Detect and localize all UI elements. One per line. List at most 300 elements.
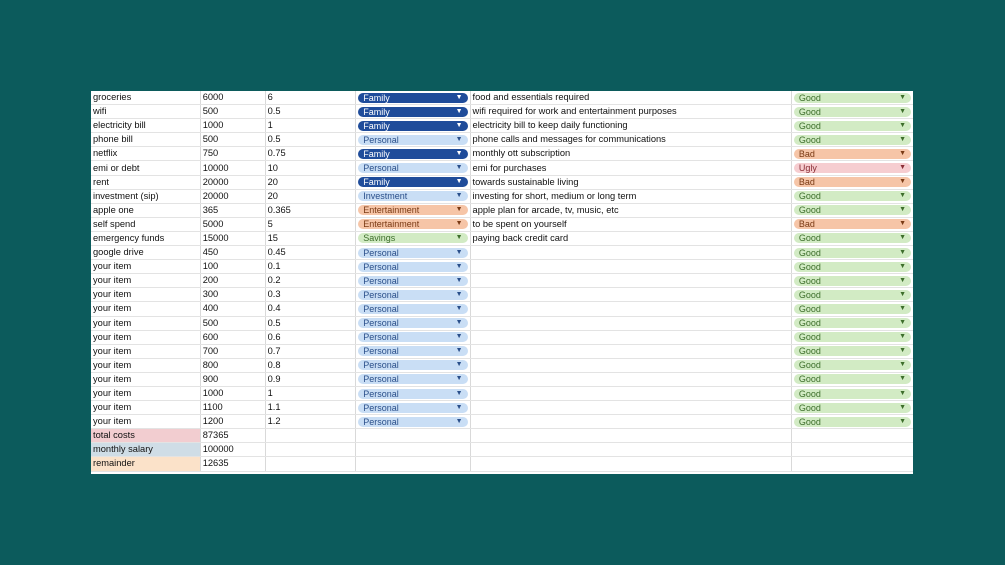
category-dropdown[interactable] <box>358 374 467 384</box>
status-dropdown-label: Good <box>798 205 821 216</box>
status-dropdown[interactable] <box>794 248 911 258</box>
chevron-down-icon[interactable]: ▼ <box>899 403 906 411</box>
category-dropdown[interactable] <box>358 107 467 117</box>
item-name-cell[interactable]: self spend <box>91 217 200 231</box>
table-row <box>91 316 913 330</box>
chevron-down-icon[interactable]: ▼ <box>899 234 906 242</box>
category-dropdown[interactable] <box>358 318 467 328</box>
status-dropdown-label: Good <box>798 346 821 357</box>
note-cell[interactable]: electricity bill to keep daily functioning <box>470 119 791 133</box>
share-cell[interactable]: 0.1 <box>265 260 356 274</box>
status-dropdown-label: Good <box>798 289 821 300</box>
share-cell[interactable]: 0.7 <box>265 344 356 358</box>
chevron-down-icon[interactable]: ▼ <box>899 206 906 214</box>
table-row <box>91 133 913 147</box>
item-name-cell[interactable]: phone bill <box>91 133 200 147</box>
status-cell[interactable] <box>791 401 913 415</box>
category-dropdown[interactable] <box>358 417 467 427</box>
item-name-cell[interactable]: your item <box>91 288 200 302</box>
status-cell[interactable] <box>791 119 913 133</box>
category-dropdown[interactable] <box>358 135 467 145</box>
table-row <box>91 372 913 386</box>
category-dropdown[interactable] <box>358 389 467 399</box>
status-cell[interactable] <box>791 133 913 147</box>
category-cell[interactable] <box>356 189 470 203</box>
amount-cell[interactable]: 1000 <box>200 119 265 133</box>
chevron-down-icon[interactable]: ▼ <box>899 319 906 327</box>
status-dropdown[interactable] <box>794 163 911 173</box>
note-cell[interactable] <box>470 274 791 288</box>
category-dropdown-label: Family <box>363 106 390 117</box>
category-cell[interactable] <box>356 105 470 119</box>
category-dropdown-label: Personal <box>363 416 399 427</box>
chevron-down-icon[interactable]: ▼ <box>455 262 463 270</box>
status-dropdown[interactable] <box>794 290 911 300</box>
amount-cell[interactable]: 400 <box>200 302 265 316</box>
chevron-down-icon[interactable]: ▼ <box>899 192 906 200</box>
status-dropdown[interactable] <box>794 93 911 103</box>
chevron-down-icon[interactable]: ▼ <box>899 107 906 115</box>
empty-cell[interactable] <box>791 443 913 457</box>
share-cell[interactable]: 1.2 <box>265 415 356 429</box>
status-cell[interactable] <box>791 302 913 316</box>
note-cell[interactable] <box>470 316 791 330</box>
item-name-cell[interactable]: emergency funds <box>91 231 200 245</box>
chevron-down-icon[interactable]: ▼ <box>455 192 463 200</box>
empty-cell[interactable] <box>356 457 470 471</box>
chevron-down-icon[interactable]: ▼ <box>899 220 906 228</box>
status-cell[interactable] <box>791 274 913 288</box>
amount-cell[interactable]: 200 <box>200 274 265 288</box>
note-cell[interactable]: monthly ott subscription <box>470 147 791 161</box>
note-cell[interactable] <box>470 415 791 429</box>
chevron-down-icon[interactable]: ▼ <box>455 304 463 312</box>
chevron-down-icon[interactable]: ▼ <box>455 375 463 383</box>
table-row <box>91 189 913 203</box>
budget-spreadsheet <box>91 91 913 474</box>
category-cell[interactable] <box>356 372 470 386</box>
amount-cell[interactable]: 20000 <box>200 189 265 203</box>
summary-value-cell[interactable]: 12635 <box>200 457 265 471</box>
chevron-down-icon[interactable]: ▼ <box>899 178 906 186</box>
chevron-down-icon[interactable]: ▼ <box>455 403 463 411</box>
category-cell[interactable] <box>356 401 470 415</box>
empty-cell[interactable] <box>470 443 791 457</box>
item-name-cell[interactable]: emi or debt <box>91 161 200 175</box>
chevron-down-icon[interactable]: ▼ <box>455 93 463 101</box>
share-cell[interactable]: 15 <box>265 231 356 245</box>
chevron-down-icon[interactable]: ▼ <box>899 135 906 143</box>
amount-cell[interactable]: 1100 <box>200 401 265 415</box>
category-cell[interactable] <box>356 119 470 133</box>
table-row <box>91 91 913 105</box>
share-cell[interactable]: 0.4 <box>265 302 356 316</box>
status-dropdown[interactable] <box>794 205 911 215</box>
category-cell[interactable] <box>356 330 470 344</box>
empty-cell[interactable] <box>265 429 356 443</box>
category-dropdown[interactable] <box>358 219 467 229</box>
item-name-cell[interactable]: your item <box>91 401 200 415</box>
amount-cell[interactable]: 500 <box>200 105 265 119</box>
chevron-down-icon[interactable]: ▼ <box>899 333 906 341</box>
status-dropdown[interactable] <box>794 346 911 356</box>
table-row <box>91 401 913 415</box>
amount-cell[interactable]: 100 <box>200 260 265 274</box>
status-cell[interactable] <box>791 415 913 429</box>
category-dropdown-label: Entertainment <box>363 219 420 230</box>
category-cell[interactable] <box>356 203 470 217</box>
category-dropdown-label: Personal <box>363 134 399 145</box>
status-dropdown-label: Good <box>798 416 821 427</box>
share-cell[interactable]: 5 <box>265 217 356 231</box>
amount-cell[interactable]: 900 <box>200 372 265 386</box>
item-name-cell[interactable]: groceries <box>91 91 200 105</box>
status-dropdown-label: Good <box>798 374 821 385</box>
amount-cell[interactable]: 6000 <box>200 91 265 105</box>
note-cell[interactable]: to be spent on yourself <box>470 217 791 231</box>
chevron-down-icon[interactable]: ▼ <box>455 107 463 115</box>
share-cell[interactable]: 0.5 <box>265 316 356 330</box>
note-cell[interactable] <box>470 288 791 302</box>
amount-cell[interactable]: 5000 <box>200 217 265 231</box>
empty-cell[interactable] <box>791 429 913 443</box>
chevron-down-icon[interactable]: ▼ <box>899 304 906 312</box>
status-cell[interactable] <box>791 246 913 260</box>
amount-cell[interactable]: 600 <box>200 330 265 344</box>
status-cell[interactable] <box>791 105 913 119</box>
item-name-cell[interactable]: your item <box>91 302 200 316</box>
share-cell[interactable]: 6 <box>265 91 356 105</box>
summary-label-cell[interactable]: remainder <box>91 457 200 471</box>
amount-cell[interactable]: 10000 <box>200 161 265 175</box>
chevron-down-icon[interactable]: ▼ <box>455 319 463 327</box>
summary-label-cell[interactable]: monthly salary <box>91 443 200 457</box>
summary-value-cell[interactable]: 100000 <box>200 443 265 457</box>
category-cell[interactable] <box>356 147 470 161</box>
category-dropdown-label: Family <box>363 148 390 159</box>
share-cell[interactable]: 1.1 <box>265 401 356 415</box>
chevron-down-icon[interactable]: ▼ <box>455 276 463 284</box>
status-dropdown[interactable] <box>794 149 911 159</box>
amount-cell[interactable]: 365 <box>200 203 265 217</box>
status-cell[interactable] <box>791 161 913 175</box>
item-name-cell[interactable]: your item <box>91 274 200 288</box>
category-cell[interactable] <box>356 91 470 105</box>
summary-row <box>91 429 913 443</box>
note-cell[interactable] <box>470 260 791 274</box>
category-dropdown[interactable] <box>358 403 467 413</box>
amount-cell[interactable]: 450 <box>200 246 265 260</box>
status-cell[interactable] <box>791 175 913 189</box>
status-cell[interactable] <box>791 231 913 245</box>
chevron-down-icon[interactable]: ▼ <box>455 135 463 143</box>
chevron-down-icon[interactable]: ▼ <box>455 361 463 369</box>
status-dropdown-label: Good <box>798 120 821 131</box>
category-dropdown[interactable] <box>358 121 467 131</box>
note-cell[interactable] <box>470 344 791 358</box>
chevron-down-icon[interactable]: ▼ <box>899 164 906 172</box>
status-dropdown[interactable] <box>794 304 911 314</box>
category-dropdown[interactable] <box>358 290 467 300</box>
category-cell[interactable] <box>356 231 470 245</box>
chevron-down-icon[interactable]: ▼ <box>899 417 906 425</box>
category-dropdown-label: Personal <box>363 360 399 371</box>
category-dropdown[interactable] <box>358 177 467 187</box>
status-dropdown[interactable] <box>794 233 911 243</box>
note-cell[interactable] <box>470 302 791 316</box>
status-cell[interactable] <box>791 203 913 217</box>
category-cell[interactable] <box>356 316 470 330</box>
amount-cell[interactable]: 15000 <box>200 231 265 245</box>
item-name-cell[interactable]: your item <box>91 358 200 372</box>
category-cell[interactable] <box>356 260 470 274</box>
note-cell[interactable] <box>470 386 791 400</box>
item-name-cell[interactable]: wifi <box>91 105 200 119</box>
status-dropdown[interactable] <box>794 177 911 187</box>
category-dropdown[interactable] <box>358 262 467 272</box>
status-dropdown[interactable] <box>794 135 911 145</box>
category-dropdown[interactable] <box>358 276 467 286</box>
empty-cell[interactable] <box>265 457 356 471</box>
note-cell[interactable] <box>470 330 791 344</box>
status-cell[interactable] <box>791 217 913 231</box>
status-dropdown[interactable] <box>794 374 911 384</box>
amount-cell[interactable]: 300 <box>200 288 265 302</box>
status-dropdown-label: Good <box>798 402 821 413</box>
note-cell[interactable]: apple plan for arcade, tv, music, etc <box>470 203 791 217</box>
chevron-down-icon[interactable]: ▼ <box>455 347 463 355</box>
chevron-down-icon[interactable]: ▼ <box>899 361 906 369</box>
status-cell[interactable] <box>791 91 913 105</box>
share-cell[interactable]: 0.8 <box>265 358 356 372</box>
item-name-cell[interactable]: your item <box>91 386 200 400</box>
amount-cell[interactable]: 1000 <box>200 386 265 400</box>
status-cell[interactable] <box>791 372 913 386</box>
chevron-down-icon[interactable]: ▼ <box>455 248 463 256</box>
status-dropdown[interactable] <box>794 417 911 427</box>
note-cell[interactable]: emi for purchases <box>470 161 791 175</box>
empty-cell[interactable] <box>356 429 470 443</box>
category-dropdown-label: Personal <box>363 303 399 314</box>
category-dropdown-label: Entertainment <box>363 205 420 216</box>
category-cell[interactable] <box>356 415 470 429</box>
item-name-cell[interactable]: rent <box>91 175 200 189</box>
status-dropdown[interactable] <box>794 107 911 117</box>
category-cell[interactable] <box>356 288 470 302</box>
status-dropdown[interactable] <box>794 219 911 229</box>
status-cell[interactable] <box>791 147 913 161</box>
summary-label-cell[interactable]: total costs <box>91 429 200 443</box>
category-dropdown-label: Family <box>363 92 390 103</box>
empty-cell[interactable] <box>265 443 356 457</box>
category-dropdown[interactable] <box>358 248 467 258</box>
status-dropdown-label: Good <box>798 318 821 329</box>
empty-cell[interactable] <box>791 457 913 471</box>
status-cell[interactable] <box>791 189 913 203</box>
table-row <box>91 274 913 288</box>
item-name-cell[interactable]: your item <box>91 316 200 330</box>
category-dropdown[interactable] <box>358 346 467 356</box>
item-name-cell[interactable]: your item <box>91 372 200 386</box>
status-cell[interactable] <box>791 344 913 358</box>
chevron-down-icon[interactable]: ▼ <box>455 234 463 242</box>
item-name-cell[interactable]: your item <box>91 415 200 429</box>
share-cell[interactable]: 10 <box>265 161 356 175</box>
status-dropdown[interactable] <box>794 276 911 286</box>
chevron-down-icon[interactable]: ▼ <box>455 290 463 298</box>
note-cell[interactable]: phone calls and messages for communications <box>470 133 791 147</box>
status-dropdown[interactable] <box>794 389 911 399</box>
table-row <box>91 386 913 400</box>
category-dropdown[interactable] <box>358 233 467 243</box>
item-name-cell[interactable]: your item <box>91 344 200 358</box>
chevron-down-icon[interactable]: ▼ <box>899 149 906 157</box>
summary-row <box>91 457 913 471</box>
chevron-down-icon[interactable]: ▼ <box>455 220 463 228</box>
chevron-down-icon[interactable]: ▼ <box>899 375 906 383</box>
share-cell[interactable]: 0.75 <box>265 147 356 161</box>
category-dropdown[interactable] <box>358 163 467 173</box>
category-dropdown-label: Personal <box>363 318 399 329</box>
category-dropdown-label: Personal <box>363 346 399 357</box>
chevron-down-icon[interactable]: ▼ <box>899 121 906 129</box>
chevron-down-icon[interactable]: ▼ <box>899 93 906 101</box>
status-cell[interactable] <box>791 288 913 302</box>
category-dropdown[interactable] <box>358 360 467 370</box>
amount-cell[interactable]: 500 <box>200 316 265 330</box>
note-cell[interactable] <box>470 358 791 372</box>
share-cell[interactable]: 0.45 <box>265 246 356 260</box>
status-dropdown-label: Good <box>798 275 821 286</box>
category-cell[interactable] <box>356 246 470 260</box>
status-dropdown[interactable] <box>794 191 911 201</box>
share-cell[interactable]: 0.3 <box>265 288 356 302</box>
item-name-cell[interactable]: google drive <box>91 246 200 260</box>
item-name-cell[interactable]: electricity bill <box>91 119 200 133</box>
category-dropdown[interactable] <box>358 93 467 103</box>
note-cell[interactable]: towards sustainable living <box>470 175 791 189</box>
item-name-cell[interactable]: your item <box>91 260 200 274</box>
share-cell[interactable]: 0.365 <box>265 203 356 217</box>
status-cell[interactable] <box>791 330 913 344</box>
chevron-down-icon[interactable]: ▼ <box>455 164 463 172</box>
note-cell[interactable]: paying back credit card <box>470 231 791 245</box>
status-cell[interactable] <box>791 316 913 330</box>
chevron-down-icon[interactable]: ▼ <box>455 149 463 157</box>
chevron-down-icon[interactable]: ▼ <box>899 248 906 256</box>
amount-cell[interactable]: 1200 <box>200 415 265 429</box>
category-dropdown[interactable] <box>358 332 467 342</box>
chevron-down-icon[interactable]: ▼ <box>455 178 463 186</box>
chevron-down-icon[interactable]: ▼ <box>455 389 463 397</box>
amount-cell[interactable]: 700 <box>200 344 265 358</box>
item-name-cell[interactable]: your item <box>91 330 200 344</box>
table-row <box>91 147 913 161</box>
item-name-cell[interactable]: investment (sip) <box>91 189 200 203</box>
chevron-down-icon[interactable]: ▼ <box>899 290 906 298</box>
category-cell[interactable] <box>356 358 470 372</box>
category-dropdown-label: Personal <box>363 289 399 300</box>
amount-cell[interactable]: 20000 <box>200 175 265 189</box>
category-dropdown[interactable] <box>358 149 467 159</box>
chevron-down-icon[interactable]: ▼ <box>455 333 463 341</box>
amount-cell[interactable]: 750 <box>200 147 265 161</box>
category-dropdown[interactable] <box>358 205 467 215</box>
category-dropdown-label: Savings <box>363 233 396 244</box>
summary-value-cell[interactable]: 87365 <box>200 429 265 443</box>
item-name-cell[interactable]: apple one <box>91 203 200 217</box>
share-cell[interactable]: 1 <box>265 119 356 133</box>
status-dropdown-label: Bad <box>798 177 815 188</box>
share-cell[interactable]: 20 <box>265 175 356 189</box>
category-cell[interactable] <box>356 161 470 175</box>
note-cell[interactable]: wifi required for work and entertainment purposes <box>470 105 791 119</box>
chevron-down-icon[interactable]: ▼ <box>899 262 906 270</box>
status-dropdown[interactable] <box>794 318 911 328</box>
share-cell[interactable]: 0.2 <box>265 274 356 288</box>
category-cell[interactable] <box>356 175 470 189</box>
status-dropdown-label: Good <box>798 388 821 399</box>
share-cell[interactable]: 20 <box>265 189 356 203</box>
share-cell[interactable]: 0.9 <box>265 372 356 386</box>
summary-row <box>91 443 913 457</box>
category-dropdown-label: Personal <box>363 275 399 286</box>
chevron-down-icon[interactable]: ▼ <box>899 389 906 397</box>
share-cell[interactable]: 0.5 <box>265 105 356 119</box>
chevron-down-icon[interactable]: ▼ <box>899 347 906 355</box>
empty-cell[interactable] <box>470 429 791 443</box>
category-dropdown[interactable] <box>358 191 467 201</box>
chevron-down-icon[interactable]: ▼ <box>455 121 463 129</box>
empty-cell[interactable] <box>356 443 470 457</box>
amount-cell[interactable]: 800 <box>200 358 265 372</box>
table-row <box>91 203 913 217</box>
status-dropdown[interactable] <box>794 332 911 342</box>
category-cell[interactable] <box>356 217 470 231</box>
note-cell[interactable]: investing for short, medium or long term <box>470 189 791 203</box>
category-dropdown-label: Family <box>363 177 390 188</box>
status-cell[interactable] <box>791 386 913 400</box>
category-cell[interactable] <box>356 302 470 316</box>
note-cell[interactable] <box>470 372 791 386</box>
chevron-down-icon[interactable]: ▼ <box>899 276 906 284</box>
category-dropdown[interactable] <box>358 304 467 314</box>
chevron-down-icon[interactable]: ▼ <box>455 206 463 214</box>
category-cell[interactable] <box>356 274 470 288</box>
status-dropdown[interactable] <box>794 360 911 370</box>
note-cell[interactable] <box>470 246 791 260</box>
category-cell[interactable] <box>356 133 470 147</box>
category-cell[interactable] <box>356 344 470 358</box>
amount-cell[interactable]: 500 <box>200 133 265 147</box>
share-cell[interactable]: 1 <box>265 386 356 400</box>
status-cell[interactable] <box>791 358 913 372</box>
note-cell[interactable]: food and essentials required <box>470 91 791 105</box>
chevron-down-icon[interactable]: ▼ <box>455 417 463 425</box>
status-dropdown[interactable] <box>794 262 911 272</box>
status-dropdown[interactable] <box>794 403 911 413</box>
table-row <box>91 344 913 358</box>
empty-cell[interactable] <box>470 457 791 471</box>
item-name-cell[interactable]: netflix <box>91 147 200 161</box>
note-cell[interactable] <box>470 401 791 415</box>
status-dropdown[interactable] <box>794 121 911 131</box>
status-cell[interactable] <box>791 260 913 274</box>
status-dropdown-label: Good <box>798 106 821 117</box>
category-cell[interactable] <box>356 386 470 400</box>
share-cell[interactable]: 0.5 <box>265 133 356 147</box>
share-cell[interactable]: 0.6 <box>265 330 356 344</box>
